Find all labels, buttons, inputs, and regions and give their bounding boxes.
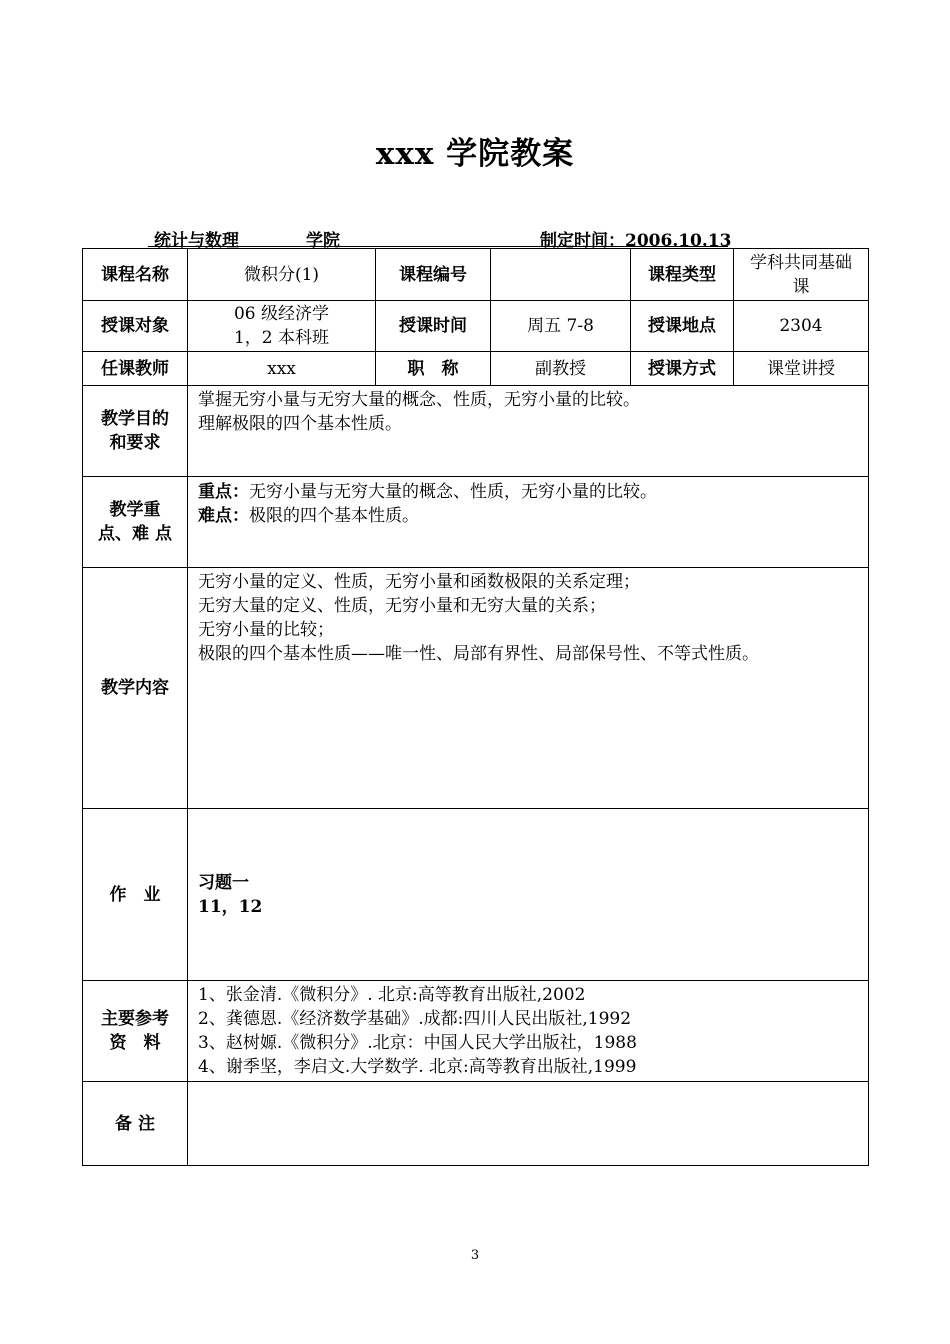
audience-label: 授课对象 [83,301,188,352]
table-row [83,352,869,386]
objectives-label-line1: 教学目的 [101,409,169,429]
rank-label: 职 称 [376,352,491,386]
homework-line: 11，12 [198,896,263,917]
focus-label-line2: 点、难 点 [98,524,172,544]
objectives-label-line2: 和要求 [109,433,161,453]
college-suffix: 学院 [306,231,340,251]
table-row [83,386,869,477]
teacher-label: 任课教师 [83,352,188,386]
audience-value: 06 级经济学 1，2 本科班 [188,301,376,352]
department-name: 统计与数理 [154,231,239,251]
header-line [148,226,732,251]
references-label-line1: 主要参考 [101,1009,169,1029]
document-title: xxx 学院教案 [375,136,575,172]
focus-label-line1: 教学重 [109,500,161,520]
table-row [83,249,869,301]
date-value: 2006.10.13 [625,231,732,251]
content-line: 无穷小量的定义、性质，无穷小量和函数极限的关系定理； [198,572,640,592]
objectives-line: 理解极限的四个基本性质。 [198,414,402,434]
objectives-label [83,386,188,477]
page-number: 3 [470,1248,480,1263]
time-value: 周五 7-8 [491,301,631,352]
place-label: 授课地点 [631,301,734,352]
focus-label [83,477,188,568]
focus-content [188,477,869,568]
time-label: 授课时间 [376,301,491,352]
table-row [83,809,869,981]
key-point-prefix: 重点： [198,482,249,502]
lesson-plan-table [82,248,869,1166]
objectives-line: 掌握无穷小量与无穷大量的概念、性质，无穷小量的比较。 [198,390,640,410]
teacher-value: xxx [188,352,376,386]
homework-label: 作 业 [83,809,188,981]
objectives-content [188,386,869,477]
difficult-point-text: 极限的四个基本性质。 [249,506,419,526]
difficult-point-prefix: 难点： [198,506,249,526]
method-value: 课堂讲授 [734,352,869,386]
reference-item: 3、赵树嫄.《微积分》.北京：中国人民大学出版社，1988 [198,1033,637,1053]
course-name-value: 微积分(1) [188,249,376,301]
course-name-label: 课程名称 [83,249,188,301]
table-row [83,981,869,1082]
course-type-label: 课程类型 [631,249,734,301]
rank-value: 副教授 [491,352,631,386]
notes-label: 备 注 [83,1082,188,1166]
method-label: 授课方式 [631,352,734,386]
homework-content [188,809,869,981]
reference-item: 2、龚德恩.《经济数学基础》.成都:四川人民出版社,1992 [198,1009,632,1029]
notes-content [188,1082,869,1166]
header-underline [148,246,728,247]
table-row [83,568,869,809]
content-label: 教学内容 [83,568,188,809]
key-point [198,480,858,504]
table-row [83,1082,869,1166]
course-code-label: 课程编号 [376,249,491,301]
course-type-value: 学科共同基础课 [734,249,869,301]
date-label: 制定时间： [540,231,625,251]
content-line: 无穷小量的比较； [198,620,334,640]
reference-item: 1、张金清.《微积分》. 北京:高等教育出版社,2002 [198,985,586,1005]
homework-line: 习题一 [198,872,249,893]
course-code-value [491,249,631,301]
references-label-line2: 资 料 [109,1033,161,1053]
key-point-text: 无穷小量与无穷大量的概念、性质，无穷小量的比较。 [249,482,657,502]
teaching-content [188,568,869,809]
references-label [83,981,188,1082]
reference-item: 4、谢季坚，李启文.大学数学. 北京:高等教育出版社,1999 [198,1057,637,1077]
content-line: 极限的四个基本性质——唯一性、局部有界性、局部保号性、不等式性质。 [198,644,759,664]
difficult-point [198,504,858,528]
references-content [188,981,869,1082]
content-line: 无穷大量的定义、性质，无穷小量和无穷大量的关系； [198,596,606,616]
table-row [83,301,869,352]
table-row [83,477,869,568]
place-value: 2304 [734,301,869,352]
